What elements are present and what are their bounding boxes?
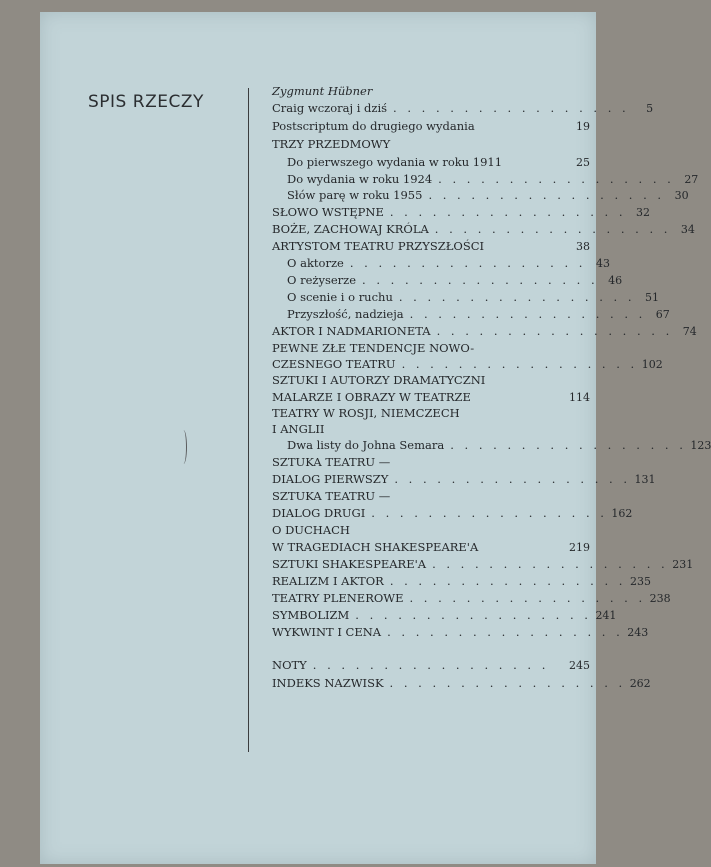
toc-entry-title: Przyszłość, nadzieja xyxy=(287,307,404,321)
toc-page-number: 241 xyxy=(595,609,617,622)
toc-entry xyxy=(272,608,617,624)
toc-entry xyxy=(272,205,651,221)
toc-entry-title: MALARZE I OBRAZY W TEATRZE xyxy=(272,390,471,404)
toc-page-number: 51 xyxy=(645,291,659,304)
page-title: SPIS RZECZY xyxy=(88,92,204,112)
leader-dots: . . . . . . . . . . . . . . . . . xyxy=(389,205,627,219)
toc-entry-title: Zygmunt Hübner xyxy=(272,84,373,98)
toc-entry xyxy=(272,557,694,573)
leader-dots: . . . . . . . . . . . . . . . . . xyxy=(434,222,671,236)
toc-entry-title: SZTUKA TEATRU — xyxy=(272,455,391,469)
toc-entry xyxy=(272,406,590,422)
toc-entry xyxy=(272,523,590,539)
toc-entry xyxy=(272,506,633,522)
toc-page-number: 46 xyxy=(608,274,623,287)
toc-entry xyxy=(272,455,590,471)
toc-entry-title: Do wydania w roku 1924 xyxy=(287,172,433,186)
toc-page-number: 243 xyxy=(627,626,649,639)
leader-dots: . . . . . . . . . . . . . . . . . xyxy=(362,273,599,287)
toc-entry xyxy=(272,591,671,607)
leader-dots: . . . . . . . . . . . . . . . . . xyxy=(393,101,630,115)
leader-dots: . . . . . . . . . . . . . . . . . xyxy=(401,357,638,371)
toc-entry-title: TEATRY W ROSJI, NIEMCZECH xyxy=(272,406,460,420)
toc-entry-title: Dwa listy do Johna Semara xyxy=(287,438,445,452)
leader-dots: . . . . . . . . . . . . . . . . . xyxy=(349,256,586,270)
toc-entry-title: TEATRY PLENEROWE xyxy=(272,591,404,605)
toc-page-number: 19 xyxy=(576,120,590,133)
leader-dots: . . . . . . . . . . . . . . . . . xyxy=(387,625,624,639)
toc-page-number: 67 xyxy=(655,308,670,321)
pencil-mark xyxy=(180,430,187,464)
toc-entry xyxy=(272,625,649,641)
column-divider xyxy=(248,88,249,752)
toc-entry xyxy=(272,472,656,488)
toc-entry xyxy=(272,540,590,556)
leader-dots: . . . . . . . . . . . . . . . . . xyxy=(389,676,626,690)
toc-entry-title: SZTUKI I AUTORZY DRAMATYCZNI xyxy=(272,373,486,387)
toc-entry-title: SŁOWO WSTĘPNE xyxy=(272,205,384,219)
leader-dots: . . . . . . . . . . . . . . . . . xyxy=(371,506,608,520)
leader-dots: . . . . . . . . . . . . . . . . . xyxy=(436,324,673,338)
toc-entry xyxy=(287,273,623,289)
toc-page-number: 162 xyxy=(611,507,633,520)
toc-entry-title: WYKWINT I CENA xyxy=(272,625,382,639)
toc-entry xyxy=(272,324,697,340)
leader-dots: . . . . . . . . . . . . . . . . . xyxy=(409,591,646,605)
toc-entry-title: W TRAGEDIACH SHAKESPEARE'A xyxy=(272,540,479,554)
toc-entry-title: O aktorze xyxy=(287,256,344,270)
toc-page-number: 131 xyxy=(634,473,656,486)
toc-page-number: 123 xyxy=(690,439,711,452)
toc-entry xyxy=(272,676,651,692)
toc-entry-title: SYMBOLIZM xyxy=(272,608,350,622)
toc-entry-title: I ANGLII xyxy=(272,422,325,436)
toc-entry-title: SZTUKI SHAKESPEARE'A xyxy=(272,557,427,571)
toc-entry xyxy=(287,290,659,306)
toc-entry xyxy=(272,357,663,373)
toc-entry xyxy=(287,155,590,171)
leader-dots: . . . . . . . . . . . . . . . . . xyxy=(432,557,669,571)
toc-entry xyxy=(287,172,699,188)
toc-page-number: 25 xyxy=(576,156,590,169)
toc-entry-title: TRZY PRZEDMOWY xyxy=(272,137,391,151)
toc-entry-title: Postscriptum do drugiego wydania xyxy=(272,119,475,133)
toc-entry-title: INDEKS NAZWISK xyxy=(272,676,384,690)
leader-dots: . . . . . . . . . . . . . . . . . xyxy=(450,438,687,452)
leader-dots: . . . . . . . . . . . . . . . . . xyxy=(438,172,675,186)
toc-entry-title: CZESNEGO TEATRU xyxy=(272,357,396,371)
toc-entry xyxy=(272,137,590,153)
toc-entry-title: NOTY xyxy=(272,658,307,672)
toc-entry xyxy=(272,222,695,238)
toc-entry xyxy=(272,422,590,438)
toc-entry-title: Craig wczoraj i dziś xyxy=(272,101,388,115)
toc-page-number: 245 xyxy=(569,659,590,672)
leader-dots: . . . . . . . . . . . . . . . . . xyxy=(312,658,549,672)
toc-entry xyxy=(272,341,590,357)
leader-dots: . . . . . . . . . . . . . . . . . xyxy=(428,188,665,202)
toc-page-number: 262 xyxy=(629,677,651,690)
toc-page-number: 102 xyxy=(641,358,663,371)
toc-entry xyxy=(272,658,590,674)
toc-entry xyxy=(287,438,711,454)
toc-entry-title: REALIZM I AKTOR xyxy=(272,574,384,588)
toc-page-number: 74 xyxy=(682,325,697,338)
toc-entry xyxy=(272,101,654,117)
toc-page-number: 219 xyxy=(569,541,590,554)
toc-entry-title: Słów parę w roku 1955 xyxy=(287,188,423,202)
toc-entry xyxy=(272,390,590,406)
toc-page-number: 114 xyxy=(569,391,590,404)
toc-entry xyxy=(272,373,590,389)
toc-page-number: 27 xyxy=(684,173,699,186)
toc-page-number: 32 xyxy=(636,206,651,219)
leader-dots: . . . . . . . . . . . . . . . . . xyxy=(394,472,631,486)
toc-entry-title: Do pierwszego wydania w roku 1911 xyxy=(287,155,503,169)
toc-page-number: 231 xyxy=(672,558,694,571)
toc-entry xyxy=(272,84,590,100)
toc-entry-title: BOŻE, ZACHOWAJ KRÓLA xyxy=(272,222,429,236)
toc-page-number: 235 xyxy=(629,575,651,588)
toc-entry-title: DIALOG PIERWSZY xyxy=(272,472,389,486)
toc-page-number: 43 xyxy=(595,257,610,270)
toc-entry-title: SZTUKA TEATRU — xyxy=(272,489,391,503)
toc-entry xyxy=(272,119,590,135)
toc-page-number: 34 xyxy=(680,223,695,236)
toc-entry-title: O DUCHACH xyxy=(272,523,350,537)
toc-page-number: 5 xyxy=(646,102,654,115)
book-page xyxy=(40,12,711,864)
leader-dots: . . . . . . . . . . . . . . . . . xyxy=(355,608,592,622)
toc-entry-title: ARTYSTOM TEATRU PRZYSZŁOŚCI xyxy=(272,239,485,253)
leader-dots: . . . . . . . . . . . . . . . . . xyxy=(409,307,646,321)
toc-page-number: 30 xyxy=(674,189,689,202)
toc-entry xyxy=(272,574,651,590)
toc-entry-title: PEWNE ZŁE TENDENCJE NOWO- xyxy=(272,341,475,355)
toc-entry xyxy=(272,489,590,505)
leader-dots: . . . . . . . . . . . . . . . . . xyxy=(398,290,635,304)
toc-entry-title: AKTOR I NADMARIONETA xyxy=(272,324,431,338)
toc-entry xyxy=(272,239,590,255)
toc-page-number: 38 xyxy=(576,240,590,253)
toc-entry xyxy=(287,188,689,204)
toc-entry-title: O reżyserze xyxy=(287,273,357,287)
toc-entry-title: O scenie i o ruchu xyxy=(287,290,393,304)
toc-page-number: 238 xyxy=(649,592,671,605)
leader-dots: . . . . . . . . . . . . . . . . . xyxy=(389,574,626,588)
toc-entry-title: DIALOG DRUGI xyxy=(272,506,366,520)
toc-entry xyxy=(287,307,670,323)
toc-entry xyxy=(287,256,610,272)
